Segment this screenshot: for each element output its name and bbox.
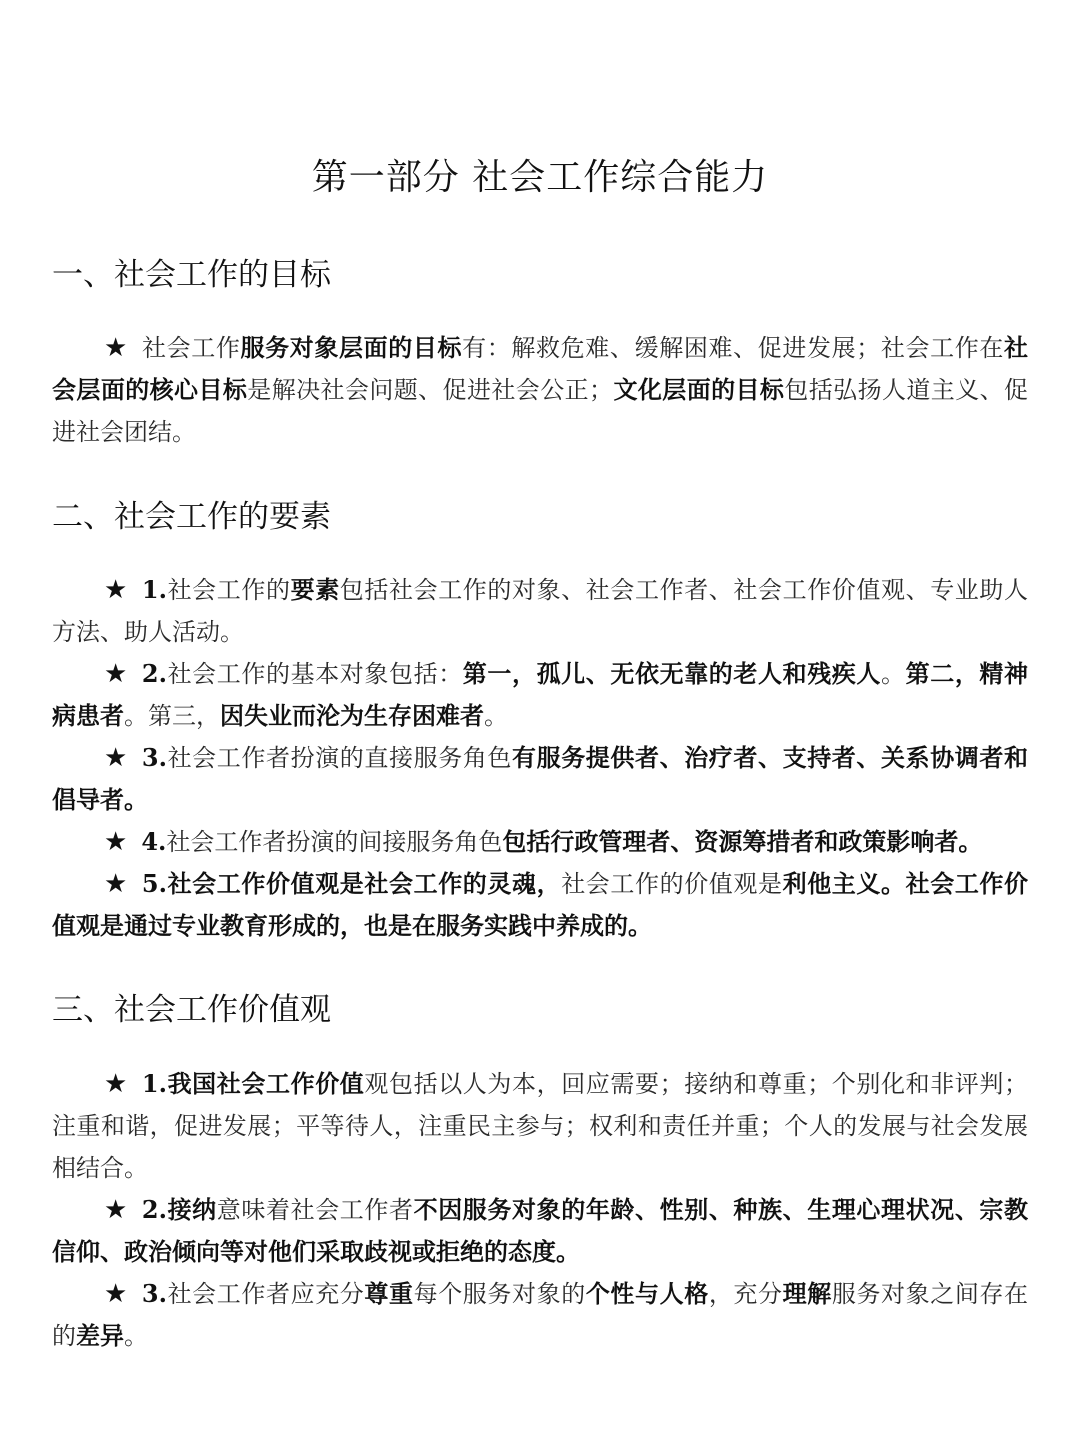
star-icon: ★ xyxy=(104,1195,128,1225)
item-number: 1. xyxy=(141,1069,167,1098)
bold-text: 第二，精神病患者 xyxy=(52,659,1029,730)
section-heading: 一、社会工作的目标 xyxy=(52,257,331,293)
text-run: 社会工作的基本对象包括： xyxy=(166,660,463,688)
paragraph xyxy=(52,1273,1028,1357)
text-run: 是解决社会问题、促进社会公正； xyxy=(247,376,614,404)
text-run: 服务对象之间存在的 xyxy=(52,1280,1029,1350)
bold-text: 利他主义。社会工作价值观是通过专业教育形成的，也是在服务实践中养成的。 xyxy=(52,869,1029,940)
text-run: 社会工作者应充分 xyxy=(166,1280,365,1308)
item-number: 4. xyxy=(141,827,167,856)
text-run: 。 xyxy=(124,1322,148,1350)
document-title: 第一部分 社会工作综合能力 xyxy=(311,157,769,198)
bold-text: 社会工作价值观是社会工作的灵魂， xyxy=(166,869,562,898)
bold-text: 不因服务对象的年龄、性别、种族、生理心理状况、宗教信仰、政治倾向等对他们采取歧视或拒绝的态度。 xyxy=(52,1195,1029,1266)
text-run: 。第三， xyxy=(124,702,220,730)
text-run: 。 xyxy=(484,702,508,730)
star-icon: ★ xyxy=(104,1069,128,1099)
star-icon: ★ xyxy=(104,575,128,605)
item-number: 3. xyxy=(141,1279,167,1308)
bold-text: 要素 xyxy=(290,575,340,604)
text-run: 社会工作者扮演的间接服务角色 xyxy=(166,828,503,856)
item-number: 2. xyxy=(141,659,167,688)
section-heading: 二、社会工作的要素 xyxy=(52,499,331,535)
paragraph xyxy=(52,569,1028,653)
text-run: 社会工作 xyxy=(141,334,241,362)
bold-text: 个性与人格 xyxy=(585,1279,709,1308)
text-run: 意味着社会工作者 xyxy=(216,1196,414,1224)
bold-text: 文化层面的目标 xyxy=(613,375,785,404)
bold-text: 服务对象层面的目标 xyxy=(240,333,463,362)
bold-text: 尊重 xyxy=(364,1279,414,1308)
text-run: 每个服务对象的 xyxy=(413,1280,586,1308)
paragraph xyxy=(52,327,1028,453)
bold-text: 差异 xyxy=(76,1321,124,1350)
text-run: 社会工作的价值观是 xyxy=(561,870,783,898)
star-icon: ★ xyxy=(104,1279,128,1309)
text-run: ，充分 xyxy=(708,1280,783,1308)
star-icon: ★ xyxy=(104,827,128,857)
bold-text: 社会层面的核心目标 xyxy=(52,333,1029,404)
bold-text: 有服务提供者、治疗者、支持者、关系协调者和倡导者。 xyxy=(52,743,1029,814)
bold-text: 因失业而沦为生存困难者 xyxy=(220,701,484,730)
item-number: 2. xyxy=(141,1195,167,1224)
star-icon: ★ xyxy=(104,869,128,899)
text-run: 包括社会工作的对象、社会工作者、社会工作价值观、专业助人方法、助人活动。 xyxy=(52,576,1029,646)
paragraph xyxy=(52,737,1028,821)
paragraph xyxy=(52,653,1028,737)
paragraph xyxy=(52,863,1028,947)
paragraph xyxy=(52,1063,1028,1189)
text-run: 社会工作的 xyxy=(166,576,291,604)
star-icon: ★ xyxy=(104,743,128,773)
text-run: 。 xyxy=(881,660,906,688)
bold-text: 接纳 xyxy=(166,1195,217,1224)
text-run: 社会工作者扮演的直接服务角色 xyxy=(166,744,512,772)
bold-text: 理解 xyxy=(782,1279,832,1308)
item-number: 5. xyxy=(141,869,167,898)
text-run: 有：解救危难、缓解困难、促进发展；社会工作在 xyxy=(462,334,1005,362)
star-icon: ★ xyxy=(104,333,128,363)
text-run: 观包括以人为本，回应需要；接纳和尊重；个别化和非评判；注重和谐，促进发展；平等待人，注重民主参与；权利和责任并重；个人的发展与社会发展相结合。 xyxy=(52,1070,1029,1182)
star-icon: ★ xyxy=(104,659,128,689)
bold-text: 第一，孤儿、无依无靠的老人和残疾人 xyxy=(462,659,882,688)
text-run: 包括弘扬人道主义、促进社会团结。 xyxy=(52,376,1029,446)
section-heading: 三、社会工作价值观 xyxy=(52,992,331,1028)
item-number: 1. xyxy=(141,575,167,604)
bold-text: 包括行政管理者、资源筹措者和政策影响者。 xyxy=(502,827,983,856)
item-number: 3. xyxy=(141,743,167,772)
paragraph xyxy=(52,1189,1028,1273)
paragraph xyxy=(52,821,1028,863)
bold-text: 我国社会工作价值 xyxy=(166,1069,365,1098)
